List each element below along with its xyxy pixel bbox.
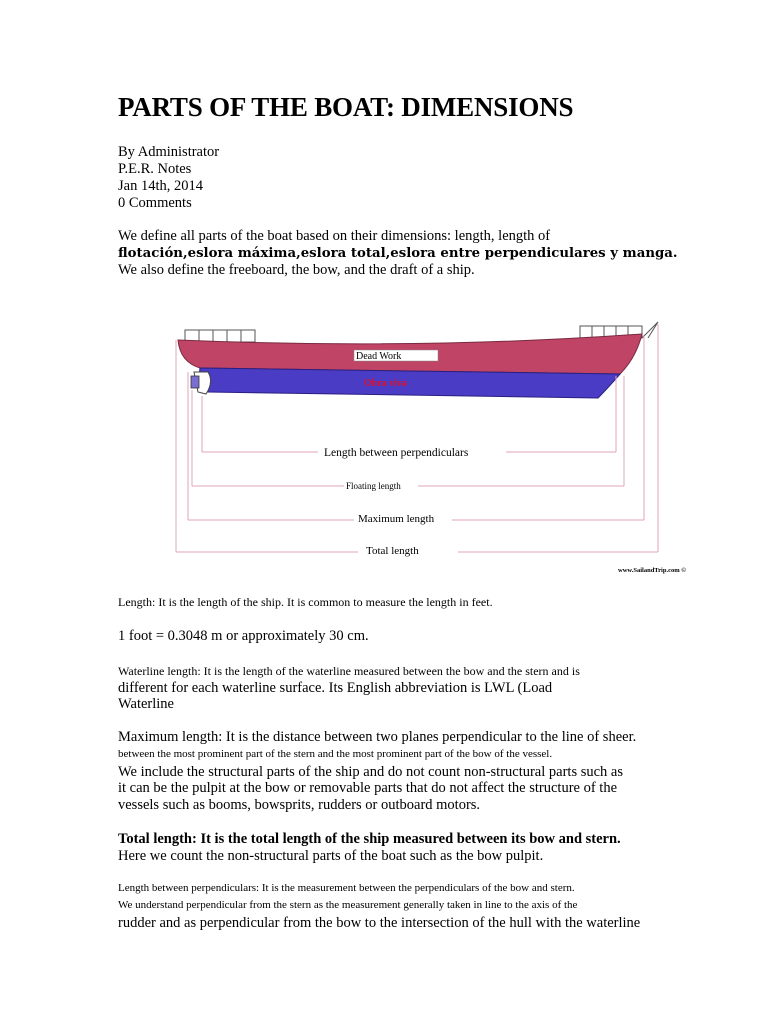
lbp-line-2: We understand perpendicular from the stern as the measurement generally taken in line to the axis of the xyxy=(118,899,578,911)
intro-line-1: We define all parts of the boat based on their dimensions: length, length of xyxy=(118,228,551,244)
waterline-line-2: different for each waterline surface. Its English abbreviation is LWL (Load xyxy=(118,680,553,696)
lbp-label: Length between perpendiculars xyxy=(324,447,469,459)
lbp-line-3: rudder and as perpendicular from the bow to the intersection of the hull with the waterline xyxy=(118,915,641,931)
foot-conversion: 1 foot = 0.3048 m or approximately 30 cm. xyxy=(118,628,369,644)
maximum-line-3: We include the structural parts of the ship and do not count non-structural parts such as xyxy=(118,764,623,780)
comment-count: 0 Comments xyxy=(118,195,192,211)
dead-work-label: Dead Work xyxy=(356,351,402,362)
obra-viva-label: Obra viva xyxy=(364,378,408,389)
rudder-blade xyxy=(191,376,199,388)
waterline-line-3: Waterline xyxy=(118,696,174,712)
total-line-2: Here we count the non-structural parts of the boat such as the bow pulpit. xyxy=(118,848,544,864)
total-length-label: Total length xyxy=(366,545,419,557)
maximum-length-label: Maximum length xyxy=(358,513,435,525)
page-title: PARTS OF THE BOAT: DIMENSIONS xyxy=(118,92,574,122)
length-definition: Length: It is the length of the ship. It is common to measure the length in feet. xyxy=(118,595,493,609)
maximum-line-5: vessels such as booms, bowsprits, rudders or outboard motors. xyxy=(118,797,481,813)
post-date: Jan 14th, 2014 xyxy=(118,178,203,194)
waterline-line-1: Waterline length: It is the length of the waterline measured between the bow and the stern and is xyxy=(118,664,580,678)
category: P.E.R. Notes xyxy=(118,161,192,177)
author: By Administrator xyxy=(118,144,220,160)
figure-credit: www.SailandTrip.com © xyxy=(618,567,687,574)
intro-line-3: We also define the freeboard, the bow, and the draft of a ship. xyxy=(118,262,475,278)
floating-length-label: Floating length xyxy=(346,481,401,491)
boat-dimensions-figure xyxy=(168,316,716,578)
maximum-line-2: between the most prominent part of the stern and the most prominent part of the bow of the vessel. xyxy=(118,748,553,760)
maximum-line-1: Maximum length: It is the distance between two planes perpendicular to the line of sheer. xyxy=(118,729,637,745)
lbp-line-1: Length between perpendiculars: It is the measurement between the perpendiculars of the bow and stern. xyxy=(118,882,575,894)
maximum-line-4: it can be the pulpit at the bow or removable parts that do not affect the structure of the xyxy=(118,780,618,796)
intro-line-2: flotación,eslora máxima,eslora total,eslora entre perpendiculares y manga. xyxy=(118,246,678,261)
total-line-1: Total length: It is the total length of the ship measured between its bow and stern. xyxy=(118,831,621,847)
